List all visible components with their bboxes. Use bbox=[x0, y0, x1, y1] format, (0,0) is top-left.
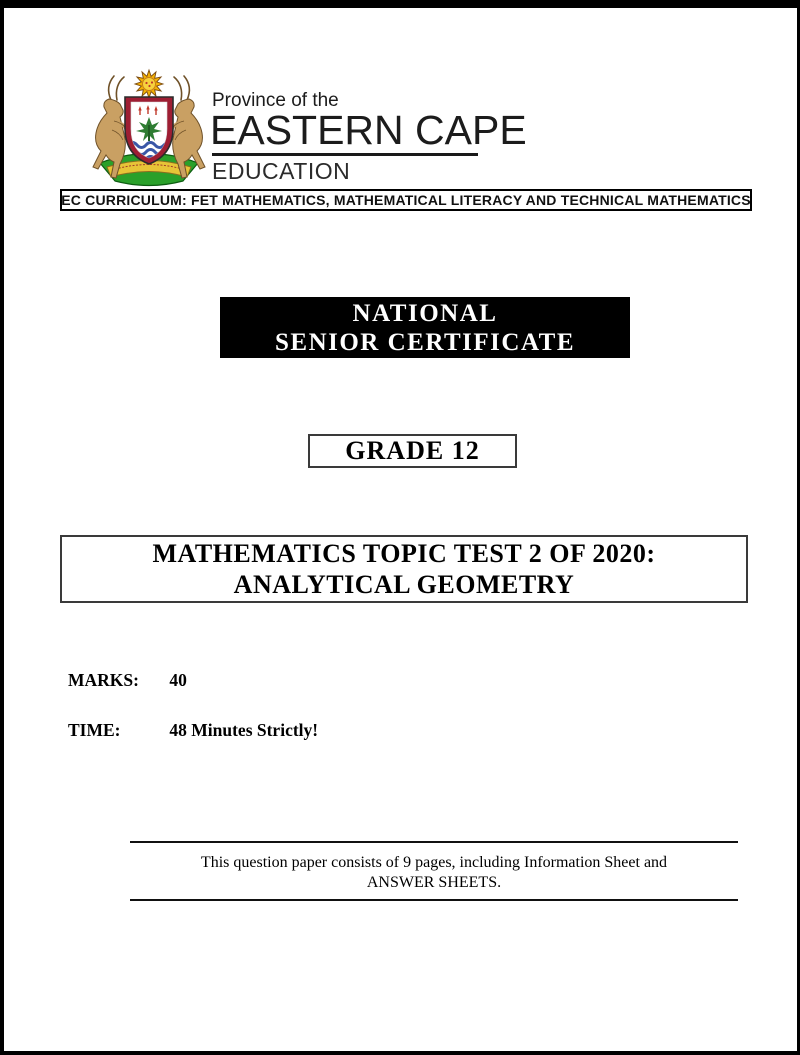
logo-divider bbox=[212, 153, 478, 156]
certificate-line2: SENIOR CERTIFICATE bbox=[274, 328, 576, 356]
certificate-banner bbox=[220, 297, 630, 358]
marks-label: MARKS: bbox=[68, 670, 139, 690]
time-value: 48 Minutes Strictly! bbox=[169, 720, 319, 740]
logo-department: EDUCATION bbox=[212, 158, 351, 184]
page-count-line1: This question paper consists of 9 pages, including Information Sheet and bbox=[200, 854, 668, 871]
page-count-note bbox=[130, 841, 738, 901]
marks-value: 40 bbox=[169, 670, 187, 690]
paper-title-line1: MATHEMATICS TOPIC TEST 2 OF 2020: bbox=[152, 539, 656, 568]
time-label: TIME: bbox=[68, 720, 121, 740]
department-logo bbox=[78, 63, 527, 193]
logo-province-name: EASTERN CAPE bbox=[210, 107, 527, 153]
time-row bbox=[68, 720, 318, 741]
paper-title-box bbox=[60, 535, 748, 603]
page-count-line2: ANSWER SHEETS. bbox=[366, 874, 502, 891]
paper-title-line2: ANALYTICAL GEOMETRY bbox=[233, 570, 575, 599]
marks-row bbox=[68, 670, 187, 691]
logo-province-line: Province of the bbox=[212, 90, 339, 111]
certificate-line1: NATIONAL bbox=[352, 299, 498, 327]
grade-box: GRADE 12 bbox=[308, 434, 517, 468]
curriculum-banner: EC CURRICULUM: FET MATHEMATICS, MATHEMATICAL LITERACY AND TECHNICAL MATHEMATICS bbox=[60, 189, 752, 211]
coat-of-arms-icon bbox=[78, 63, 220, 193]
